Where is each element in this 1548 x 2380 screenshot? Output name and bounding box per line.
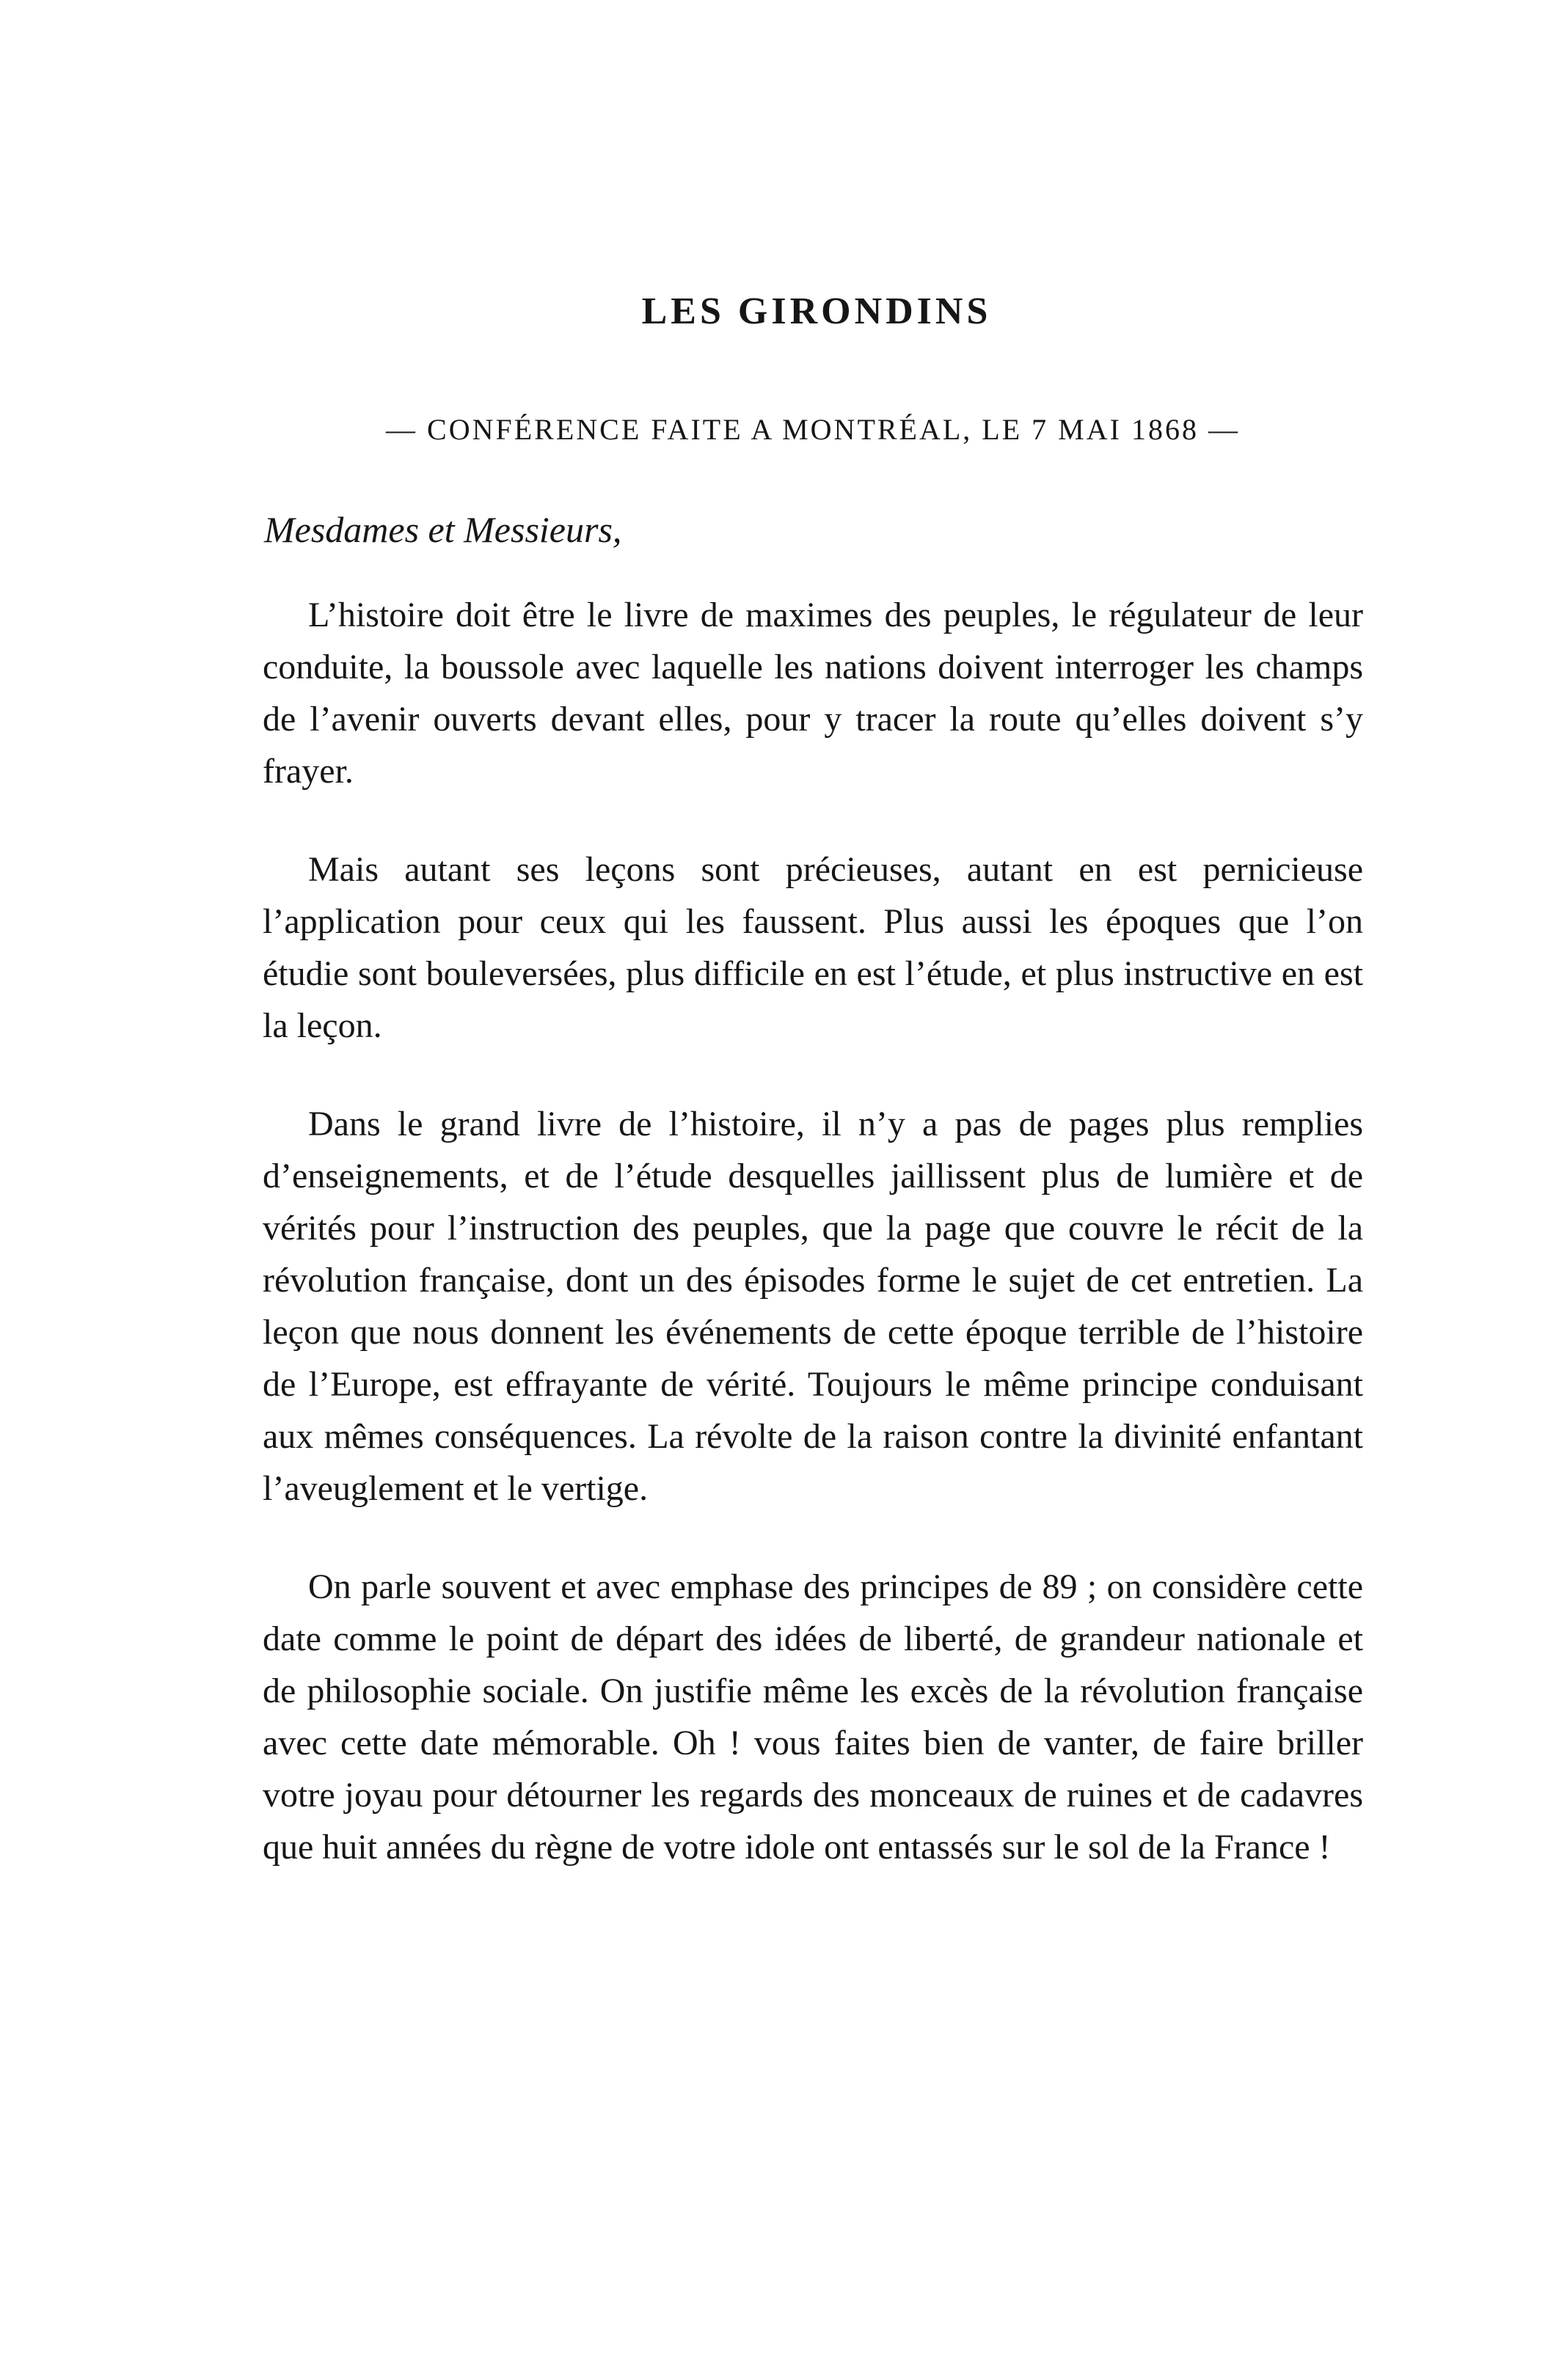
paragraph-1: L’histoire doit être le livre de maximes des peuples, le régulateur de leur conduite, la boussole avec laquelle les nations doivent interroger les champs de l’avenir ouverts devant elles, pour y tracer la route qu’elles doivent s’y frayer. xyxy=(263,596,1363,791)
paragraph-3: Dans le grand livre de l’histoire, il n’y a pas de pages plus remplies d’enseignements, et de l’étude desquelles jaillissent plus de lumière et de vérités pour l’instruction des peuples, que la page que couvre le récit de la révolution française, dont un des épisodes forme le sujet de cet entretien. La leçon que nous donnent les événements de cette époque terrible de l’histoire de l’Europe, est effrayante de vérité. Toujours le même principe conduisant aux mêmes conséquences. La révolte de la raison contre la divinité enfantant l’aveuglement et le vertige. xyxy=(263,1105,1363,1508)
salutation: Mesdames et Messieurs, xyxy=(264,509,622,550)
document-subtitle: — CONFÉRENCE FAITE A MONTRÉAL, LE 7 MAI 1868 — xyxy=(386,413,1240,446)
paragraph-4: On parle souvent et avec emphase des principes de 89 ; on considère cette date comme le point de départ des idées de liberté, de grandeur nationale et de philosophie sociale. On justifie même les excès de la révolution française avec cette date mémorable. Oh ! vous faites bien de vanter, de faire briller votre joyau pour détourner les regards des monceaux de ruines et de cadavres que huit années du règne de votre idole ont entassés sur le sol de la France ! xyxy=(263,1567,1363,1867)
document-page xyxy=(263,290,1363,1873)
document-title: LES GIRONDINS xyxy=(641,290,992,332)
paragraph-2: Mais autant ses leçons sont précieuses, autant en est pernicieuse l’application pour ceux qui les faussent. Plus aussi les époques que l’on étudie sont bouleversées, plus difficile en est l’étude, et plus instructive en est la leçon. xyxy=(263,850,1363,1045)
